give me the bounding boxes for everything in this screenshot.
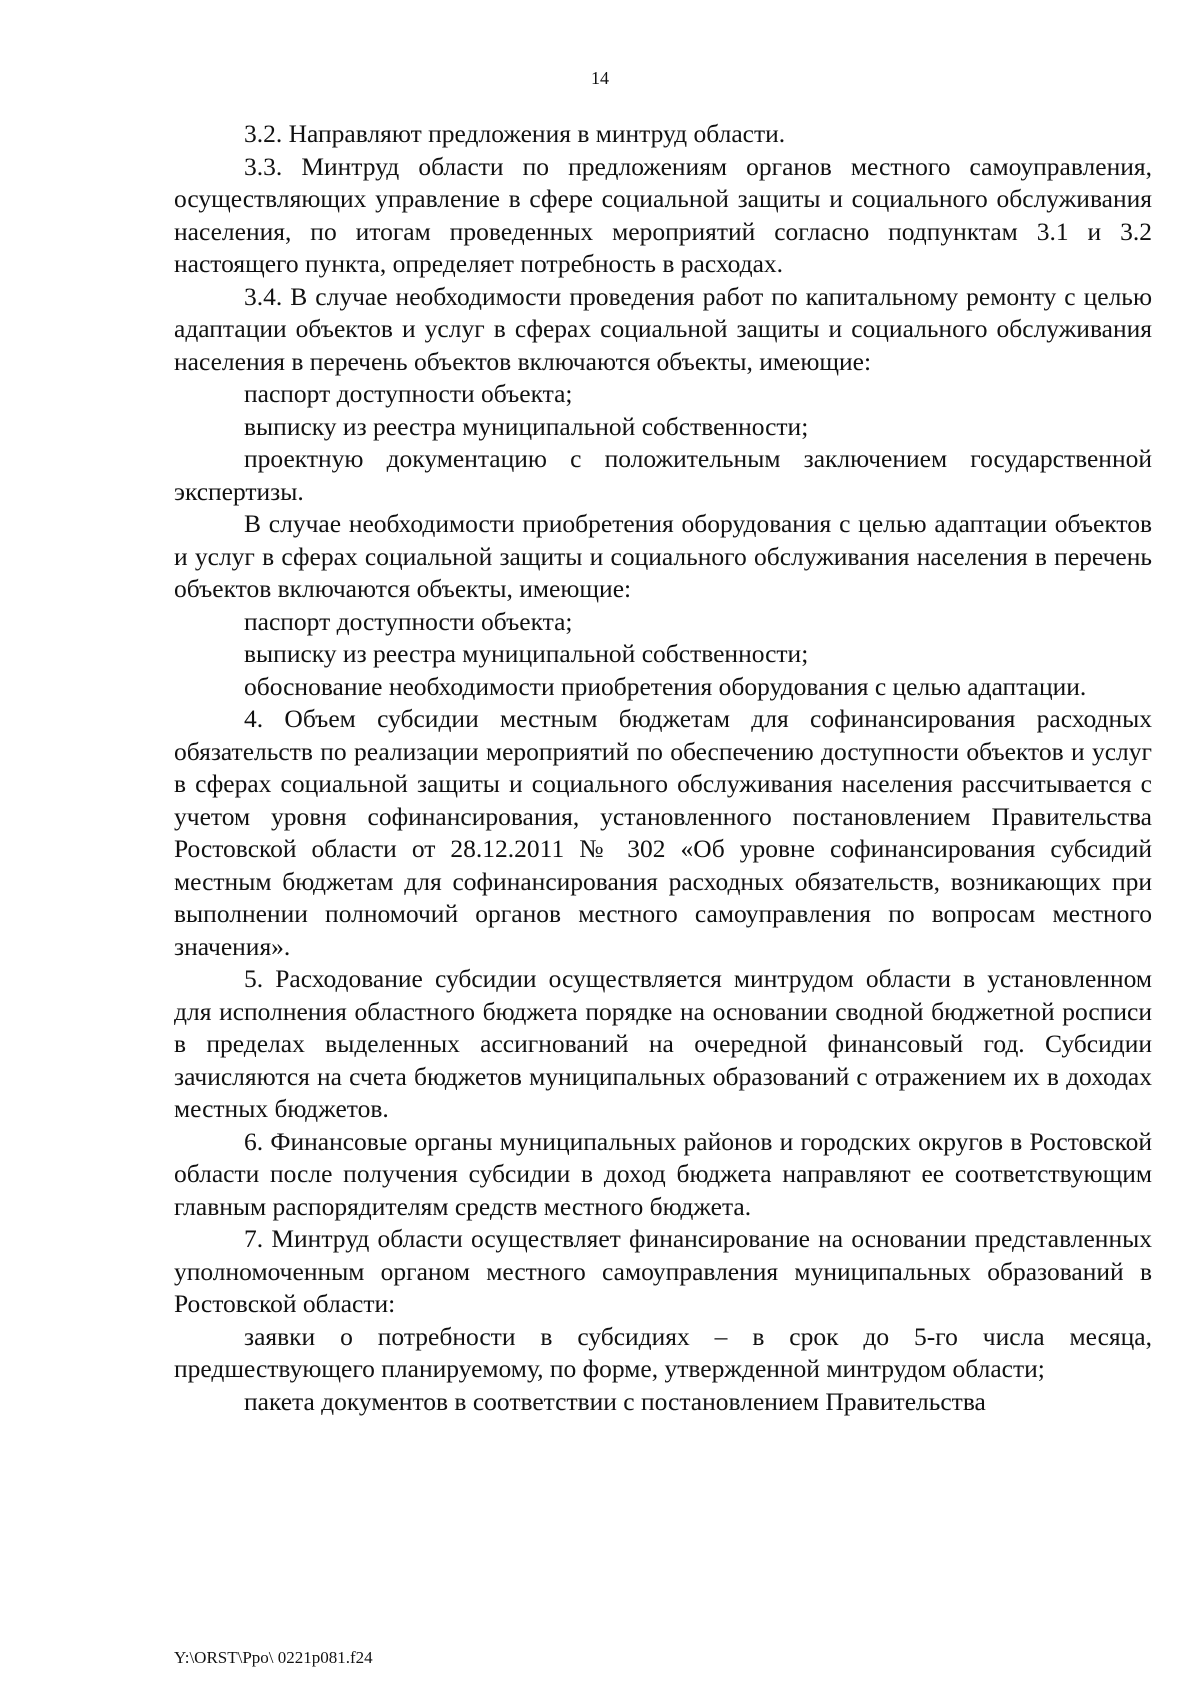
list-item-registry-extract-2: выписку из реестра муниципальной собственности; [244, 639, 809, 668]
paragraph-4: 4. Объем субсидии местным бюджетам для софинансирования расходных обязательств по реализации мероприятий по обеспечению доступности объектов и услуг в сферах социальной защиты и социального обслуживания населения рассчитывается с учетом уровня софинансирования, установленного постановлением Правительства Ростовской области от 28.12.2011 № 302 «Об уровне софинансирования субсидий местным бюджетам для софинансирования расходных обязательств, возникающих при выполнении полномочий органов местного самоуправления по вопросам местного значения». [174, 704, 1152, 961]
list-item-project-documentation: проектную документацию с положительным заключением государственной экспертизы. [174, 444, 1152, 506]
paragraph-3-3: 3.3. Минтруд области по предложениям органов местного самоуправления, осуществляющих управление в сфере социальной защиты и социального обслуживания населения, по итогам проведенных мероприятий согласно подпунктам 3.1 и 3.2 настоящего пункта, определяет потребность в расходах. [174, 151, 1152, 278]
page-number: 14 [591, 68, 609, 88]
list-item-passport: паспорт доступности объекта; [244, 379, 573, 408]
list-item-passport-2: паспорт доступности объекта; [244, 606, 573, 636]
list-item-subsidy-request: заявки о потребности в субсидиях – в срок до 5-го числа месяца, предшествующего планируемому, по форме, утвержденной минтрудом области; [174, 1321, 1152, 1383]
list-item-registry-extract: выписку из реестра муниципальной собственности; [244, 411, 809, 441]
paragraph-3-2: 3.2. Направляют предложения в минтруд области. [244, 119, 786, 148]
paragraph-5: 5. Расходование субсидии осуществляется минтрудом области в установленном для исполнения областного бюджета порядке на основании сводной бюджетной росписи в пределах выделенных ассигнований на очередной финансовый год. Субсидии зачисляются на счета бюджетов муниципальных образований с отражением их в доходах местных бюджетов. [174, 964, 1152, 1123]
paragraph-3-4: 3.4. В случае необходимости проведения работ по капитальному ремонту с целью адаптации объектов и услуг в сферах социальной защиты и социального обслуживания населения в перечень объектов включаются объекты, имеющие: [174, 281, 1152, 376]
paragraph-6: 6. Финансовые органы муниципальных районов и городских округов в Ростовской области после получения субсидии в доход бюджета направляют ее соответствующим главным распорядителям средств местного бюджета. [174, 1126, 1152, 1221]
paragraph-7: 7. Минтруд области осуществляет финансирование на основании представленных уполномоченным органом местного самоуправления муниципальных образований в Ростовской области: [174, 1224, 1152, 1318]
list-item-equipment-justification: обоснование необходимости приобретения оборудования с целью адаптации. [244, 671, 1087, 701]
list-item-document-package: пакета документов в соответствии с постановлением Правительства [244, 1386, 986, 1416]
paragraph-equipment-purchase: В случае необходимости приобретения оборудования с целью адаптации объектов и услуг в сферах социальной защиты и социального обслуживания населения в перечень объектов включаются объекты, имеющие: [174, 509, 1152, 603]
document-body [174, 118, 1152, 1418]
footer-file-path: Y:\ORST\Ppo\ 0221p081.f24 [174, 1648, 373, 1667]
